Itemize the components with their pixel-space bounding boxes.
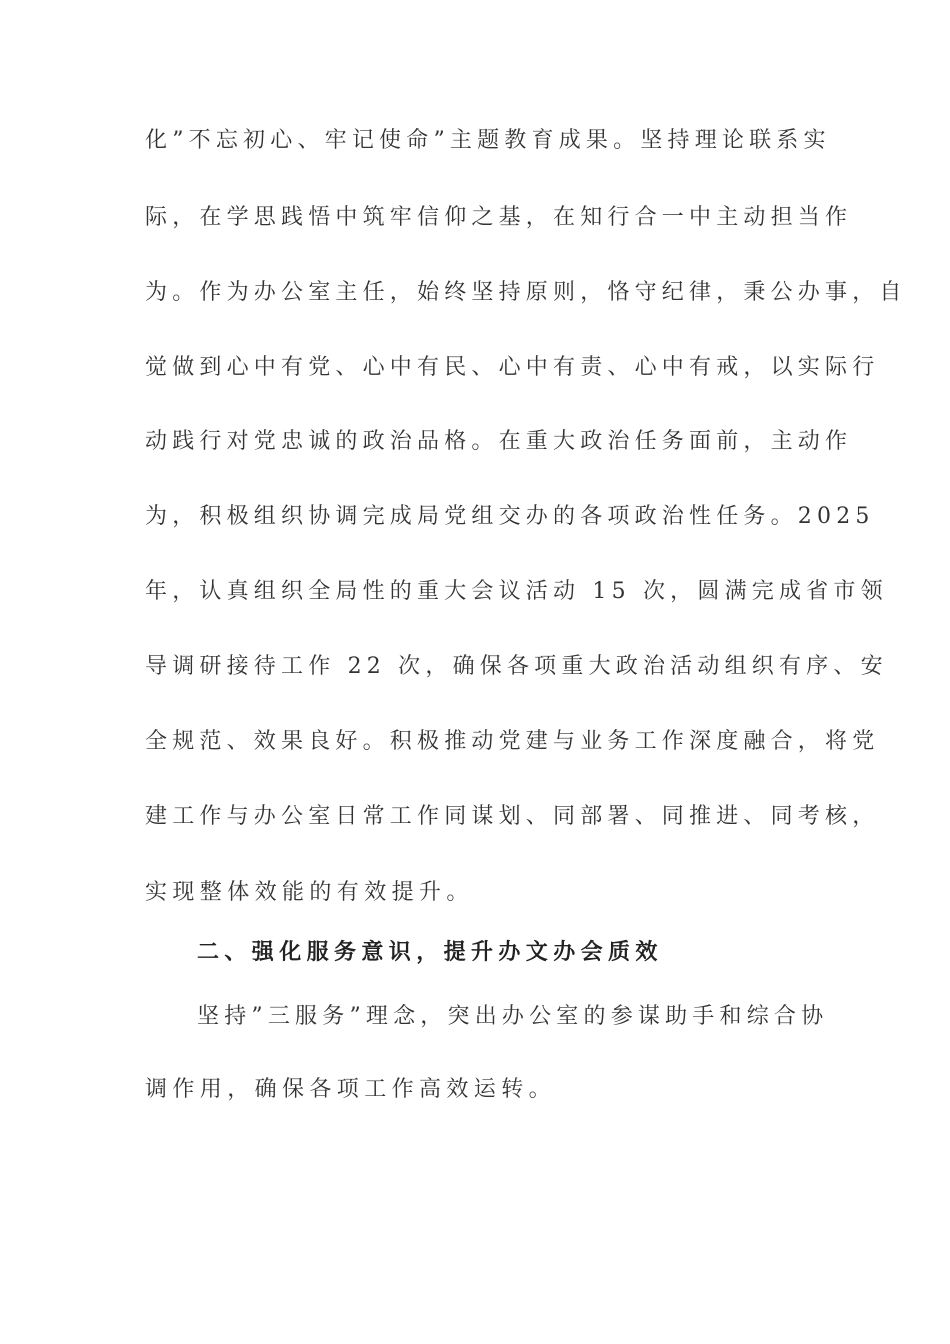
paragraph-line: 全规范、效果良好。积极推动党建与业务工作深度融合，将党 [145,729,880,754]
section-heading: 二、强化服务意识，提升办文办会质效 [197,940,663,965]
paragraph-line: 化”不忘初心、牢记使命”主题教育成果。坚持理论联系实 [145,128,831,153]
paragraph-line: 建工作与办公室日常工作同谋划、同部署、同推进、同考核， [145,804,880,829]
paragraph-line: 年，认真组织全局性的重大会议活动 15 次，圆满完成省市领 [145,579,888,604]
paragraph-line: 实现整体效能的有效提升。 [145,880,474,905]
paragraph-line: 际，在学思践悟中筑牢信仰之基，在知行合一中主动担当作 [145,205,853,230]
paragraph-line: 动践行对党忠诚的政治品格。在重大政治任务面前，主动作 [145,429,853,454]
paragraph-line: 为，积极组织协调完成局党组交办的各项政治性任务。2025 [145,504,875,529]
paragraph-line: 觉做到心中有党、心中有民、心中有责、心中有戒，以实际行 [145,355,880,380]
paragraph-line: 导调研接待工作 22 次，确保各项重大政治活动组织有序、安 [145,654,888,679]
paragraph-line: 坚持”三服务”理念，突出办公室的参谋助手和综合协 [197,1004,829,1029]
paragraph-line: 为。作为办公室主任，始终坚持原则，恪守纪律，秉公办事，自 [145,280,907,305]
paragraph-line: 调作用，确保各项工作高效运转。 [145,1077,557,1102]
